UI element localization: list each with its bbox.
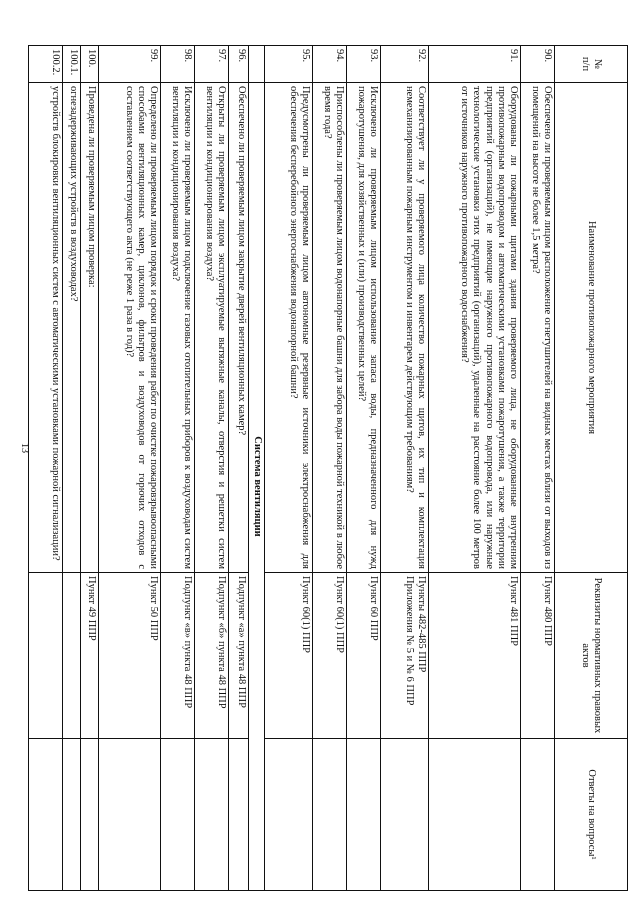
row-ref: Пункт 60(1) ППР	[265, 573, 313, 739]
table-row	[521, 46, 555, 891]
section-title: Система вентиляции	[249, 83, 265, 891]
row-answer	[521, 739, 555, 891]
row-num: 100.1.	[63, 46, 81, 83]
row-text: устройств блокировки вентиляционных систем с автоматическими установками пожарной сигнализации?	[29, 83, 63, 573]
row-text: Открыты ли проверяемым лицом эксплуатируемые вытяжные каналы, отверстия и решетки систем вентиляции и кондиционирования воздуха?	[195, 83, 229, 573]
row-answer	[429, 739, 521, 891]
row-answer	[99, 739, 161, 891]
row-text: Предусмотрены ли проверяемым лицом автономные резервные источники электроснабжения для обеспечения бесперебойного энергоснабжения водонапорной башни?	[265, 83, 313, 573]
table-row	[195, 46, 229, 891]
row-text: огнезадерживающих устройств в воздуховодах?	[63, 83, 81, 573]
table-row	[347, 46, 381, 891]
row-ref: Подпункт «в» пункта 48 ППР	[161, 573, 195, 739]
table-row	[265, 46, 313, 891]
row-text: Обеспечено ли проверяемым лицом расположение огнетушителей на видных местах вблизи от выходов из помещений на высоте не более 1,5 метра?	[521, 83, 555, 573]
header-answers: Ответы на вопросы¹	[555, 739, 628, 891]
row-num: 96.	[229, 46, 249, 83]
table-row	[63, 46, 81, 891]
row-ref: Пункт 481 ППР	[429, 573, 521, 739]
table-row	[313, 46, 347, 891]
row-answer	[381, 739, 429, 891]
row-ref: Подпункт «б» пункта 48 ППР	[195, 573, 229, 739]
row-text: Определено ли проверяемым лицом порядок и сроки проведения работ по очистке пожаровзрывоопасными способами вентиляционных камер, циклонов, фильтров и воздуховодов от горючих отходов с составлением соответствующего акта (не реже 1 раза в год)?	[99, 83, 161, 573]
row-num: 100.2.	[29, 46, 63, 83]
row-ref: Подпункт «а» пункта 48 ППР	[229, 573, 249, 739]
row-ref	[63, 573, 81, 739]
rotated-table-container	[50, 45, 628, 890]
row-answer	[229, 739, 249, 891]
table-row	[229, 46, 249, 891]
row-ref: Пункт 50 ППР	[99, 573, 161, 739]
row-num: 92.	[381, 46, 429, 83]
row-num: 97.	[195, 46, 229, 83]
table-row	[381, 46, 429, 891]
row-num: 91.	[429, 46, 521, 83]
row-answer	[63, 739, 81, 891]
row-ref: Пункт 60(1) ППР	[313, 573, 347, 739]
row-num: 93.	[347, 46, 381, 83]
row-ref: Пункт 49 ППР	[81, 573, 99, 739]
row-answer	[347, 739, 381, 891]
row-num: 90.	[521, 46, 555, 83]
row-answer	[265, 739, 313, 891]
header-acts: Реквизиты нормативных правовых актов	[555, 573, 628, 739]
header-num: № п/п	[555, 46, 628, 83]
section-num-empty	[249, 46, 265, 83]
table-row	[429, 46, 521, 891]
table-row	[99, 46, 161, 891]
row-text: Приспособлены ли проверяемым лицом водонапорные башни для забора воды пожарной техникой в любое время года?	[313, 83, 347, 573]
header-measure: Наименование противопожарного мероприятия	[555, 83, 628, 573]
row-text: Оборудованы ли пожарными щитами здания проверяемого лица, не оборудованные внутренним противопожарным водопроводом и автоматическими установками пожаротушения, а также территории предприятий (организаций), не имеющие наружного противопожарного водопровода, или наружные технологические установки этих предприятий (организаций), удаленные на расстояние более 100 метров от источников наружного противопожарного водоснабжения?	[429, 83, 521, 573]
row-num: 94.	[313, 46, 347, 83]
header-row	[555, 46, 628, 891]
row-text: Обеспечено ли проверяемым лицом закрытие дверей вентиляционных камер?	[229, 83, 249, 573]
row-ref: Пункты 482-485 ППР Приложения № 5 и № 6 ППР	[381, 573, 429, 739]
table-row	[81, 46, 99, 891]
page-number: 13	[19, 443, 30, 453]
row-answer	[195, 739, 229, 891]
row-text: Проведена ли проверяемым лицом проверка:	[81, 83, 99, 573]
section-row	[249, 46, 265, 891]
row-ref: Пункт 480 ППР	[521, 573, 555, 739]
row-text: Исключено ли проверяемым лицом подключение газовых отопительных приборов к воздуховодам систем вентиляции и кондиционирования воздуха?	[161, 83, 195, 573]
row-text: Соответствует ли у проверяемого лица количество пожарных щитов, их тип и комплектация немеханизированным пожарным инструментом и инвентарем действующим требованиям?	[381, 83, 429, 573]
row-ref: Пункт 60 ППР	[347, 573, 381, 739]
row-answer	[29, 739, 63, 891]
row-num: 98.	[161, 46, 195, 83]
row-answer	[313, 739, 347, 891]
table-row	[161, 46, 195, 891]
row-ref	[29, 573, 63, 739]
row-text: Исключено ли проверяемым лицом использование запаса воды, предназначенного для нужд пожаротушения, для хозяйственных и (или) производственных целей?	[347, 83, 381, 573]
row-num: 99.	[99, 46, 161, 83]
row-answer	[81, 739, 99, 891]
row-num: 100.	[81, 46, 99, 83]
row-answer	[161, 739, 195, 891]
table-row	[29, 46, 63, 891]
checklist-table	[28, 45, 628, 891]
row-num: 95.	[265, 46, 313, 83]
